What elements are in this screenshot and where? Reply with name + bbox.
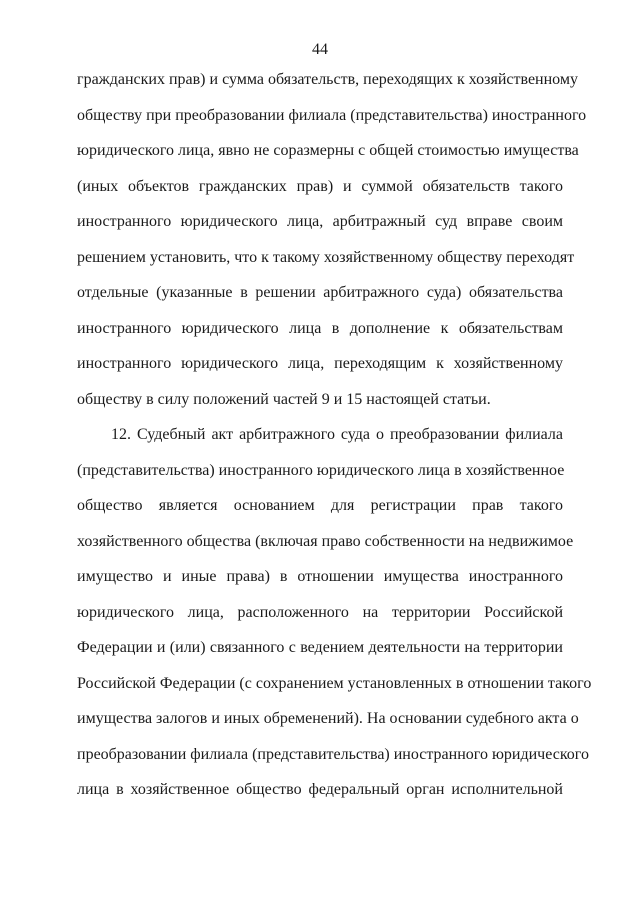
text-line: лица в хозяйственное общество федеральный орган исполнительной [77,781,563,798]
text-line: юридического лица, расположенного на территории Российской [77,604,563,621]
text-line: (иных объектов гражданских прав) и суммой обязательств такого [77,178,563,195]
text-line: юридического лица, явно не соразмерны с общей стоимостью имущества [77,142,579,159]
paragraph-start-line: 12. Судебный акт арбитражного суда о преобразовании филиала [111,426,563,443]
text-line: преобразовании филиала (представительства) иностранного юридического [77,746,589,763]
text-line: обществу при преобразовании филиала (представительства) иностранного [77,107,587,124]
text-line: гражданских прав) и сумма обязательств, переходящих к хозяйственному [77,71,578,88]
text-line: отдельные (указанные в решении арбитражного суда) обязательства [77,284,563,301]
text-line: обществу в силу положений частей 9 и 15 настоящей статьи. [77,391,491,408]
text-line: Российской Федерации (с сохранением установленных в отношении такого [77,675,592,692]
text-line: имущество и иные права) в отношении имущества иностранного [77,568,563,585]
text-line: (представительства) иностранного юридического лица в хозяйственное [77,462,565,479]
text-line: иностранного юридического лица, арбитражный суд вправе своим [77,213,563,230]
text-line: общество является основанием для регистрации прав такого [77,497,563,514]
text-line: Федерации и (или) связанного с ведением деятельности на территории [77,639,563,656]
text-line: имущества залогов и иных обременений). На основании судебного акта о [77,710,579,727]
text-line: иностранного юридического лица, переходящим к хозяйственному [77,355,563,372]
text-line: хозяйственного общества (включая право собственности на недвижимое [77,533,574,550]
page-number: 44 [312,41,328,58]
text-line: решением установить, что к такому хозяйственному обществу переходят [77,249,575,266]
text-line: иностранного юридического лица в дополнение к обязательствам [77,320,563,337]
